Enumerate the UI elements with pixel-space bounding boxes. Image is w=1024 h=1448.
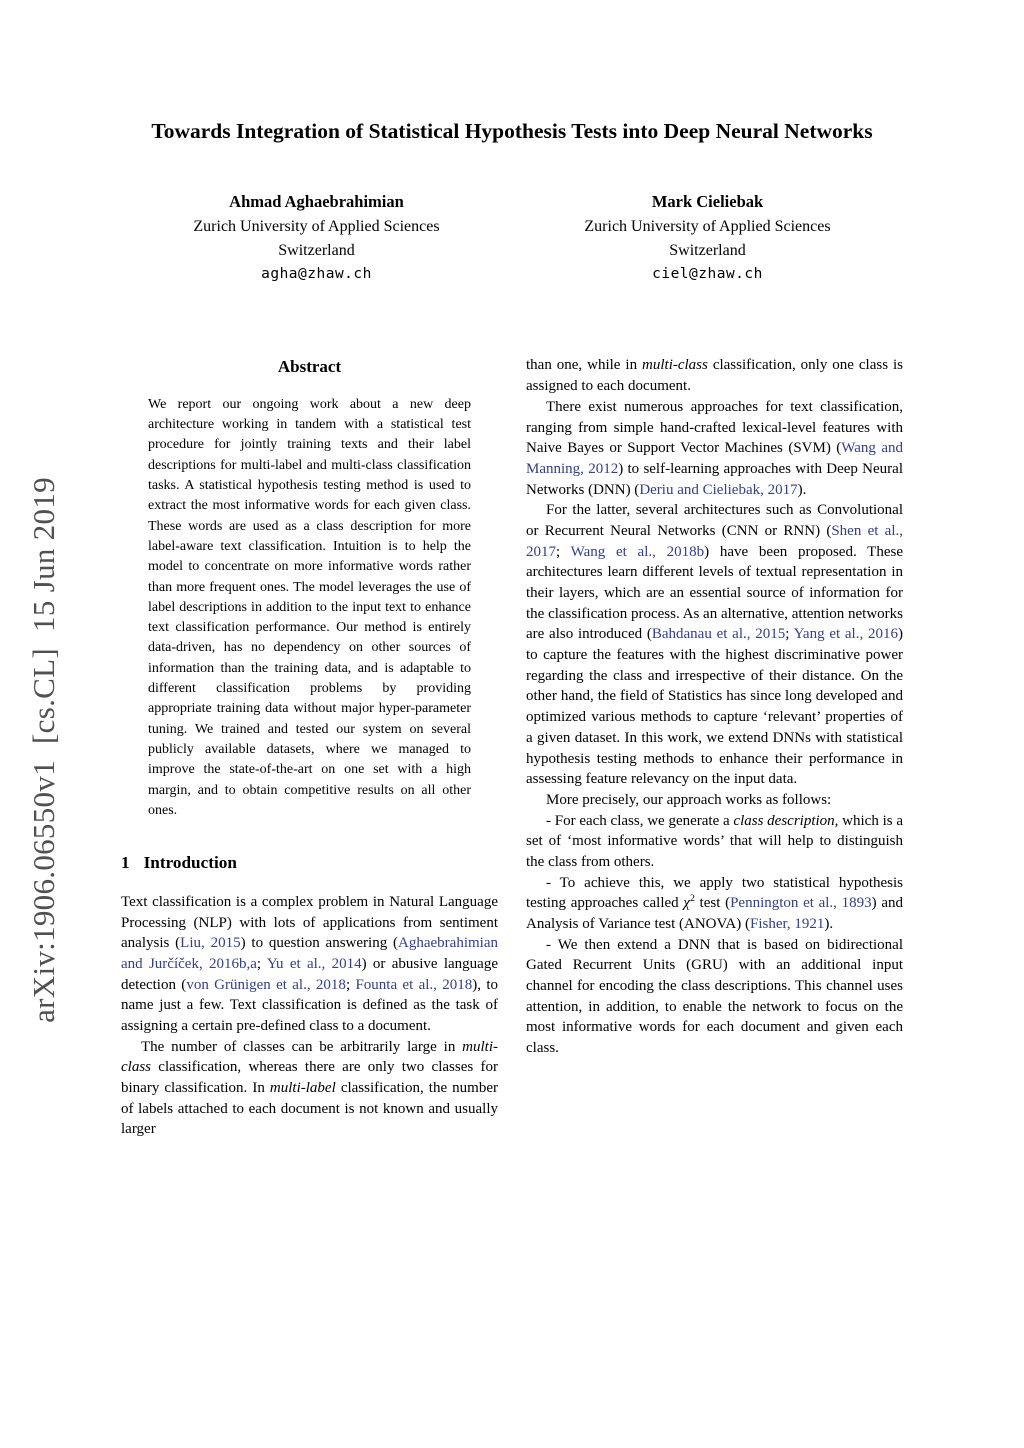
paragraph: - For each class, we generate a class description, which is a set of ‘most informative words’ that will help to distinguish the class from others. (526, 812, 903, 870)
citation-link[interactable]: Wang et al., 2018b (570, 543, 705, 560)
authors-block (121, 190, 903, 286)
paragraph: More precisely, our approach works as follows: (546, 791, 832, 808)
citation-link[interactable]: Founta et al., 2018 (355, 976, 473, 993)
arxiv-watermark: arXiv:1906.06550v1 [cs.CL] 15 Jun 2019 (26, 477, 61, 1023)
paragraph: than one, while in multi-class classification, only one class is assigned to each document. (526, 357, 903, 395)
author-country: Switzerland (669, 241, 746, 259)
citation-link[interactable]: Liu, 2015 (180, 935, 241, 952)
italic-text: class description (733, 812, 835, 829)
author-1 (121, 190, 512, 286)
italic-text: χ (683, 895, 690, 912)
section-number: 1 (121, 853, 130, 873)
paper-title: Towards Integration of Statistical Hypothesis Tests into Deep Neural Networks (151, 119, 873, 143)
citation-link[interactable]: Aghaebrahimian and Jurčíček, 2016b,a (121, 935, 498, 972)
author-email: agha@zhaw.ch (261, 265, 372, 282)
two-column-body (121, 355, 903, 1140)
superscript: 2 (689, 893, 695, 905)
citation-link[interactable]: Fisher, 1921 (749, 916, 825, 932)
paragraph: There exist numerous approaches for text classification, ranging from simple hand-crafted lexical-level features with Naive Bayes or Support Vector Machines (SVM) (Wang and Manning, 2012) to self-learning approaches with Deep Neural Networks (DNN) (Deriu and Cieliebak, 2017). (526, 398, 903, 498)
paragraph: Text classification is a complex problem in Natural Language Processing (NLP) with lots of applications from sentiment analysis (Liu, 2015) to question answering (Aghaebrahimian and Jurčíček, 2016b,a; Yu et al., 2014) or abusive language detection (von Grünigen et al., 2018; Founta et al., 2018), to name just a few. Text classification is defined as the task of assigning a certain pre-defined class to a document. (121, 893, 498, 1034)
paragraph: The number of classes can be arbitrarily large in multi-class classification, whereas there are only two classes for binary classification. In multi-label classification, the number of labels attached to each document is not known and usually larger (121, 1038, 498, 1138)
italic-text: multi-class (642, 357, 708, 374)
section-title: Introduction (143, 853, 237, 873)
paragraph: - We then extend a DNN that is based on bidirectional Gated Recurrent Units (GRU) with an additional input channel for encoding the class descriptions. This channel uses attention, in addition, to enable the network to focus on the most informative words for each document and given each class. (526, 936, 903, 1057)
paragraph: - To achieve this, we apply two statistical hypothesis testing approaches called $\chi^2$ test (Pennington et al., 1893) and Analysis of Variance test (ANOVA) (Fisher, 1921). (526, 874, 903, 932)
citation-link[interactable]: Yang et al., 2016 (793, 626, 898, 643)
section-heading-introduction (121, 851, 498, 875)
citation-link[interactable]: Deriu and Cieliebak, 2017 (639, 481, 798, 498)
italic-text: multi-class (121, 1038, 498, 1076)
author-name: Ahmad Aghaebrahimian (229, 191, 404, 211)
citation-link[interactable]: Bahdanau et al., 2015 (651, 626, 786, 643)
citation-link[interactable]: Wang and Manning, 2012 (526, 440, 903, 477)
citation-link[interactable]: Pennington et al., 1893 (730, 895, 872, 912)
citation-link[interactable]: von Grünigen et al., 2018 (186, 976, 346, 993)
citation-link[interactable]: Yu et al., 2014 (266, 955, 362, 972)
author-affiliation: Zurich University of Applied Sciences (584, 217, 831, 235)
introduction-paragraphs (121, 892, 498, 1140)
author-affiliation: Zurich University of Applied Sciences (193, 217, 440, 235)
abstract-text: We report our ongoing work about a new deep architecture working in tandem with a statistical test procedure for jointly training texts and their label descriptions for multi-label and multi-class classification tasks. A statistical hypothesis testing method is used to extract the most informative words for each given class. These words are used as a class description for more label-aware text classification. Intuition is to help the model to concentrate on more informative words rather than more frequent ones. The model leverages the use of label descriptions in addition to the input text to enhance text classification performance. Our method is entirely data-driven, has no dependency on other sources of information than the training data, and is adaptable to different classification problems by providing appropriate training data without major hyper-parameter tuning. We trained and tested our system on several publicly available datasets, where we managed to improve the state-of-the-art on one set with a high margin, and to obtain competitive results on all other ones. (148, 396, 471, 818)
right-column-paragraphs (526, 355, 903, 1058)
italic-text: multi-label (269, 1080, 336, 1097)
author-name: Mark Cieliebak (651, 191, 764, 211)
author-2 (512, 190, 903, 286)
abstract-heading: Abstract (277, 357, 342, 377)
paragraph: For the latter, several architectures such as Convolutional or Recurrent Neural Networks (CNN or RNN) (Shen et al., 2017; Wang et al., 2018b) have been proposed. These architectures learn different levels of textual representation in their layers, which are an essential source of information for the classification process. As an alternative, attention networks are also introduced (Bahdanau et al., 2015; Yang et al., 2016) to capture the features with the highest discriminative power regarding the class and irrespective of their distance. On the other hand, the field of Statistics has since long developed and optimized various methods to capture ‘relevant’ properties of a given dataset. In this work, we extend DNNs with statistical hypothesis testing methods to enhance their performance in assessing feature relevancy on the input data. (526, 502, 903, 788)
author-country: Switzerland (278, 241, 355, 259)
left-column (121, 355, 498, 1140)
right-column (526, 355, 903, 1140)
citation-link[interactable]: Shen et al., 2017 (526, 522, 903, 560)
author-email: ciel@zhaw.ch (652, 265, 763, 282)
